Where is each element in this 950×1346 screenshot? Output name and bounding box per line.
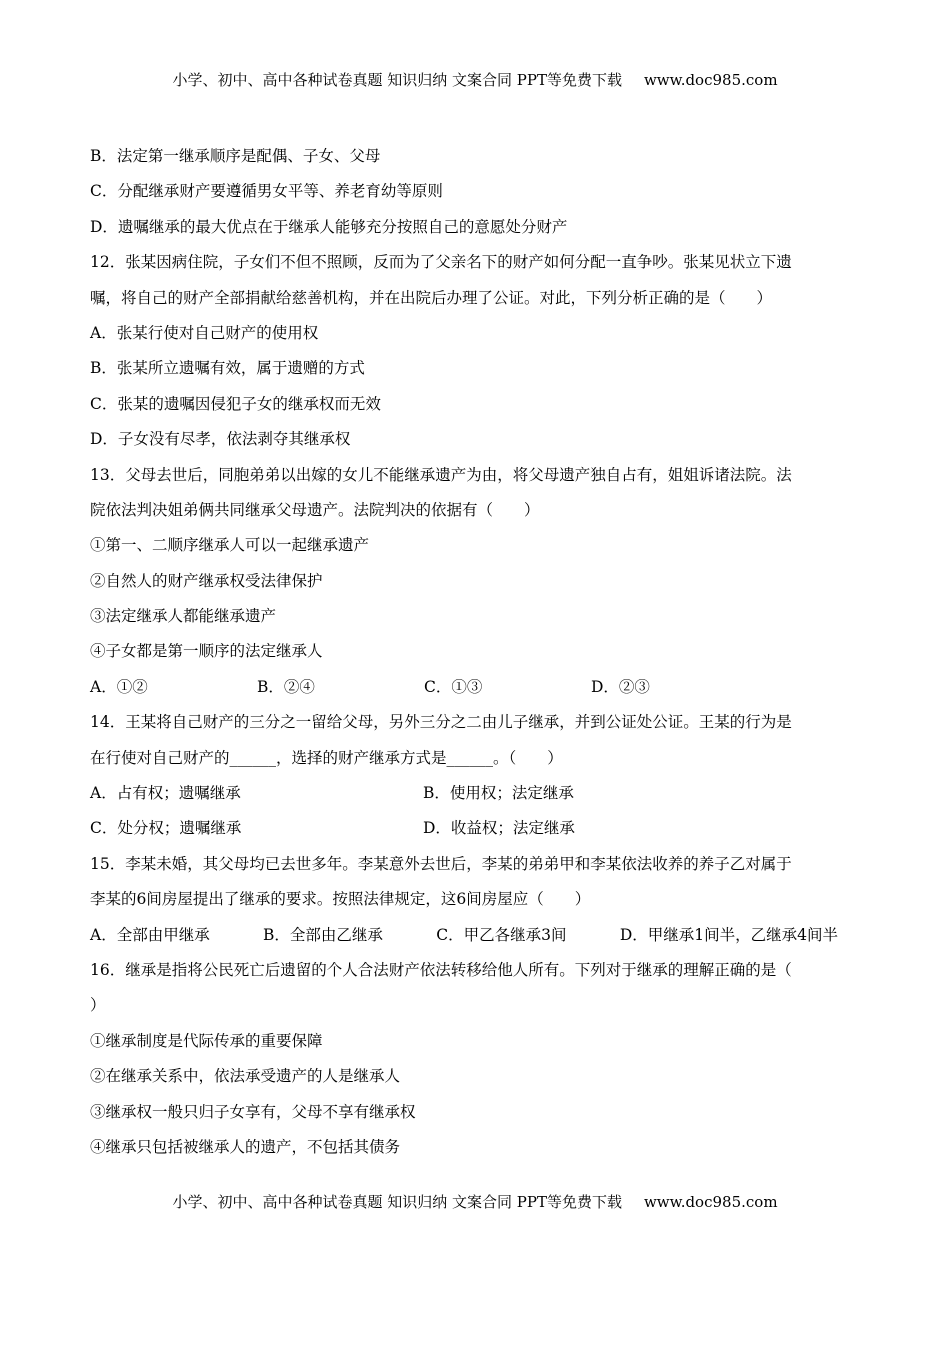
q15-option-a: A．全部由甲继承	[90, 925, 210, 944]
q16-item-3: ③继承权一般只归子女享有，父母不享有继承权	[90, 1102, 416, 1121]
q14-option-d: D．收益权；法定继承	[423, 819, 575, 838]
q14-stem-line1: 14．王某将自己财产的三分之一留给父母，另外三分之二由儿子继承，并到公证处公证。王某的行为是	[90, 713, 792, 732]
q14-options-row1	[90, 780, 860, 815]
q13-stem-line2: 院依法判决姐弟俩共同继承父母遗产。法院判决的依据有（ ）	[90, 500, 540, 519]
q12-option-b: B．张某所立遗嘱有效，属于遗赠的方式	[90, 359, 365, 378]
q15-option-b: B．全部由乙继承	[263, 925, 383, 944]
q13-option-d: D．②③	[591, 677, 650, 696]
q14-options-row2	[90, 815, 860, 850]
q15-stem-line2: 李某的6间房屋提出了继承的要求。按照法律规定，这6间房屋应（ ）	[90, 890, 591, 909]
q15-options	[90, 922, 838, 957]
q13-item-3: ③法定继承人都能继承遗产	[90, 607, 277, 626]
question-content	[90, 143, 860, 1169]
header-text: 小学、初中、高中各种试卷真题 知识归纳 文案合同 PPT等免费下载	[172, 71, 622, 89]
q13-option-b: B．②④	[257, 677, 315, 696]
footer-text: 小学、初中、高中各种试卷真题 知识归纳 文案合同 PPT等免费下载	[172, 1193, 622, 1211]
q15-option-d: D．甲继承1间半，乙继承4间半	[619, 925, 838, 944]
q16-stem-line2: ）	[90, 996, 106, 1015]
q13-item-2: ②自然人的财产继承权受法律保护	[90, 571, 323, 590]
q13-item-1: ①第一、二顺序继承人可以一起继承遗产	[90, 536, 370, 555]
q15-option-c: C．甲乙各继承3间	[436, 925, 567, 944]
page-header	[0, 69, 950, 90]
q16-item-2: ②在继承关系中，依法承受遗产的人是继承人	[90, 1067, 401, 1086]
q11-option-c: C．分配继承财产要遵循男女平等、养老育幼等原则	[90, 182, 443, 201]
q16-item-1: ①继承制度是代际传承的重要保障	[90, 1031, 323, 1050]
q12-option-d: D．子女没有尽孝，依法剥夺其继承权	[90, 430, 351, 449]
q11-option-d: D．遗嘱继承的最大优点在于继承人能够充分按照自己的意愿处分财产	[90, 217, 568, 236]
q14-option-c: C．处分权；遗嘱继承	[90, 819, 242, 838]
q13-option-c: C．①③	[424, 677, 483, 696]
page-footer	[0, 1191, 950, 1212]
q14-stem-line2: 在行使对自己财产的______，选择的财产继承方式是______。（ ）	[90, 748, 563, 767]
footer-site: www.doc985.com	[643, 1193, 778, 1211]
q12-stem-line2: 嘱，将自己的财产全部捐献给慈善机构，并在出院后办理了公证。对此，下列分析正确的是（ ）	[90, 288, 773, 307]
q13-item-4: ④子女都是第一顺序的法定继承人	[90, 642, 323, 661]
q12-stem-line1: 12．张某因病住院，子女们不但不照顾，反而为了父亲名下的财产如何分配一直争吵。张某见状立下遗	[90, 253, 792, 272]
q12-option-c: C．张某的遗嘱因侵犯子女的继承权而无效	[90, 394, 381, 413]
header-site: www.doc985.com	[643, 71, 778, 89]
q15-stem-line1: 15．李某未婚，其父母均已去世多年。李某意外去世后，李某的弟弟甲和李某依法收养的养子乙对属于	[90, 854, 792, 873]
q13-options	[90, 674, 860, 709]
q11-option-b: B．法定第一继承顺序是配偶、子女、父母	[90, 147, 381, 165]
q16-item-4: ④继承只包括被继承人的遗产，不包括其债务	[90, 1137, 401, 1156]
q13-option-a: A．①②	[90, 677, 148, 696]
q14-option-b: B．使用权；法定继承	[423, 784, 574, 803]
q13-stem-line1: 13．父母去世后，同胞弟弟以出嫁的女儿不能继承遗产为由，将父母遗产独自占有，姐姐诉诸法院。法	[90, 465, 792, 484]
q12-option-a: A．张某行使对自己财产的使用权	[90, 323, 319, 342]
q14-option-a: A．占有权；遗嘱继承	[90, 784, 241, 803]
q16-stem-line1: 16．继承是指将公民死亡后遗留的个人合法财产依法转移给他人所有。下列对于继承的理解正确的是（	[90, 960, 792, 979]
